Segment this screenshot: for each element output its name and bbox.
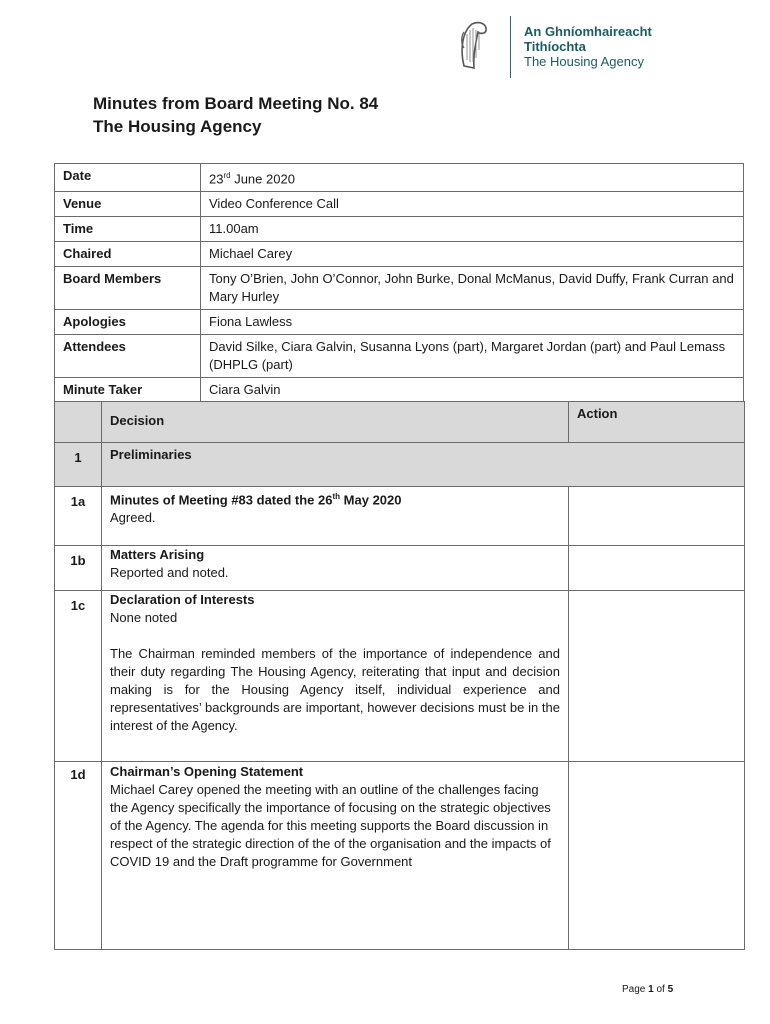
section-title: Preliminaries bbox=[102, 443, 745, 487]
item-content bbox=[102, 487, 569, 546]
logo-divider bbox=[510, 16, 511, 78]
item-number: 1c bbox=[55, 591, 102, 762]
item-row-1d bbox=[55, 762, 745, 950]
info-value: Ciara Galvin bbox=[201, 378, 744, 403]
item-number: 1a bbox=[55, 487, 102, 546]
item-row-1c bbox=[55, 591, 745, 762]
action-cell bbox=[569, 487, 745, 546]
action-cell bbox=[569, 762, 745, 950]
page-current: 1 bbox=[648, 984, 654, 995]
info-value: Fiona Lawless bbox=[201, 310, 744, 335]
date-rest: June 2020 bbox=[230, 171, 295, 187]
item-paragraph: Michael Carey opened the meeting with an outline of the challenges facing the Agency specifically the importance of focusing on the strategic objectives of the Agency. The agenda for this meeting supports the Board discussion in respect of the strategic direction of the of the organisation and the impacts of COVID 19 and the Draft programme for Government bbox=[110, 782, 551, 869]
decision-column-header: Decision bbox=[102, 402, 569, 443]
info-label: Board Members bbox=[55, 267, 201, 310]
info-value bbox=[201, 164, 744, 192]
info-value: Tony O’Brien, John O’Connor, John Burke, Donal McManus, David Duffy, Frank Curran and Mary Hurley bbox=[201, 267, 744, 310]
item-text: None noted bbox=[110, 610, 178, 625]
agency-name-english: The Housing Agency bbox=[524, 54, 644, 69]
item-title: Declaration of Interests bbox=[110, 592, 255, 607]
info-label: Venue bbox=[55, 192, 201, 217]
agency-name-irish: An Ghníomhaireacht bbox=[524, 24, 652, 39]
section-row-1 bbox=[55, 443, 745, 487]
item-paragraph: The Chairman reminded members of the importance of independence and their duty regarding The Housing Agency, reiterating that input and decision making is for the Housing Agency itself, individual experience and representatives’ backgrounds are important, however decisions must be in the interest of the Agency. bbox=[110, 646, 560, 733]
action-cell bbox=[569, 591, 745, 762]
item-number: 1b bbox=[55, 546, 102, 591]
info-row-chaired bbox=[55, 242, 744, 267]
info-label: Chaired bbox=[55, 242, 201, 267]
info-row-apologies bbox=[55, 310, 744, 335]
agency-logo bbox=[458, 16, 668, 78]
info-label: Time bbox=[55, 217, 201, 242]
info-row-venue bbox=[55, 192, 744, 217]
action-cell bbox=[569, 546, 745, 591]
header-blank-cell bbox=[55, 402, 102, 443]
page-word: Page bbox=[622, 984, 649, 995]
agency-name-irish-2: Tithíochta bbox=[524, 39, 586, 54]
info-row-minute-taker bbox=[55, 378, 744, 403]
info-row-attendees bbox=[55, 335, 744, 378]
agency-name bbox=[524, 24, 652, 69]
title-line-2: The Housing Agency bbox=[93, 117, 262, 136]
item-content bbox=[102, 762, 569, 950]
page-total: 5 bbox=[667, 984, 674, 995]
item-row-1b bbox=[55, 546, 745, 591]
item-title-part: Minutes of Meeting #83 dated the 26 bbox=[110, 492, 333, 508]
info-label: Date bbox=[55, 164, 201, 192]
of-word: of bbox=[653, 984, 668, 995]
info-label: Attendees bbox=[55, 335, 201, 378]
item-title-suffix: th bbox=[332, 492, 341, 501]
item-text: Reported and noted. bbox=[110, 565, 229, 580]
date-day: 23 bbox=[209, 171, 224, 187]
action-column-header: Action bbox=[569, 402, 745, 443]
info-label: Apologies bbox=[55, 310, 201, 335]
item-number: 1 bbox=[55, 443, 102, 487]
decisions-header-row bbox=[55, 402, 745, 443]
item-title: Matters Arising bbox=[110, 547, 205, 562]
date-suffix: rd bbox=[223, 171, 231, 180]
info-value: Michael Carey bbox=[201, 242, 744, 267]
item-number: 1d bbox=[55, 762, 102, 950]
item-title-end: May 2020 bbox=[340, 492, 402, 508]
item-row-1a bbox=[55, 487, 745, 546]
meeting-info-table bbox=[54, 163, 744, 403]
item-content bbox=[102, 591, 569, 762]
decisions-table bbox=[54, 401, 745, 950]
info-row-members bbox=[55, 267, 744, 310]
info-row-time bbox=[55, 217, 744, 242]
info-label: Minute Taker bbox=[55, 378, 201, 403]
info-value: Video Conference Call bbox=[201, 192, 744, 217]
item-text: Agreed. bbox=[110, 510, 156, 526]
item-content bbox=[102, 546, 569, 591]
page-number bbox=[622, 984, 673, 995]
item-title: Chairman’s Opening Statement bbox=[110, 764, 304, 779]
info-value: David Silke, Ciara Galvin, Susanna Lyons (part), Margaret Jordan (part) and Paul Lemass (DHPLG (part) bbox=[201, 335, 744, 378]
item-title bbox=[110, 488, 560, 509]
harp-icon bbox=[458, 20, 488, 72]
document-title bbox=[93, 92, 378, 138]
info-value: 11.00am bbox=[201, 217, 744, 242]
info-row-date bbox=[55, 164, 744, 192]
title-line-1: Minutes from Board Meeting No. 84 bbox=[93, 94, 379, 113]
